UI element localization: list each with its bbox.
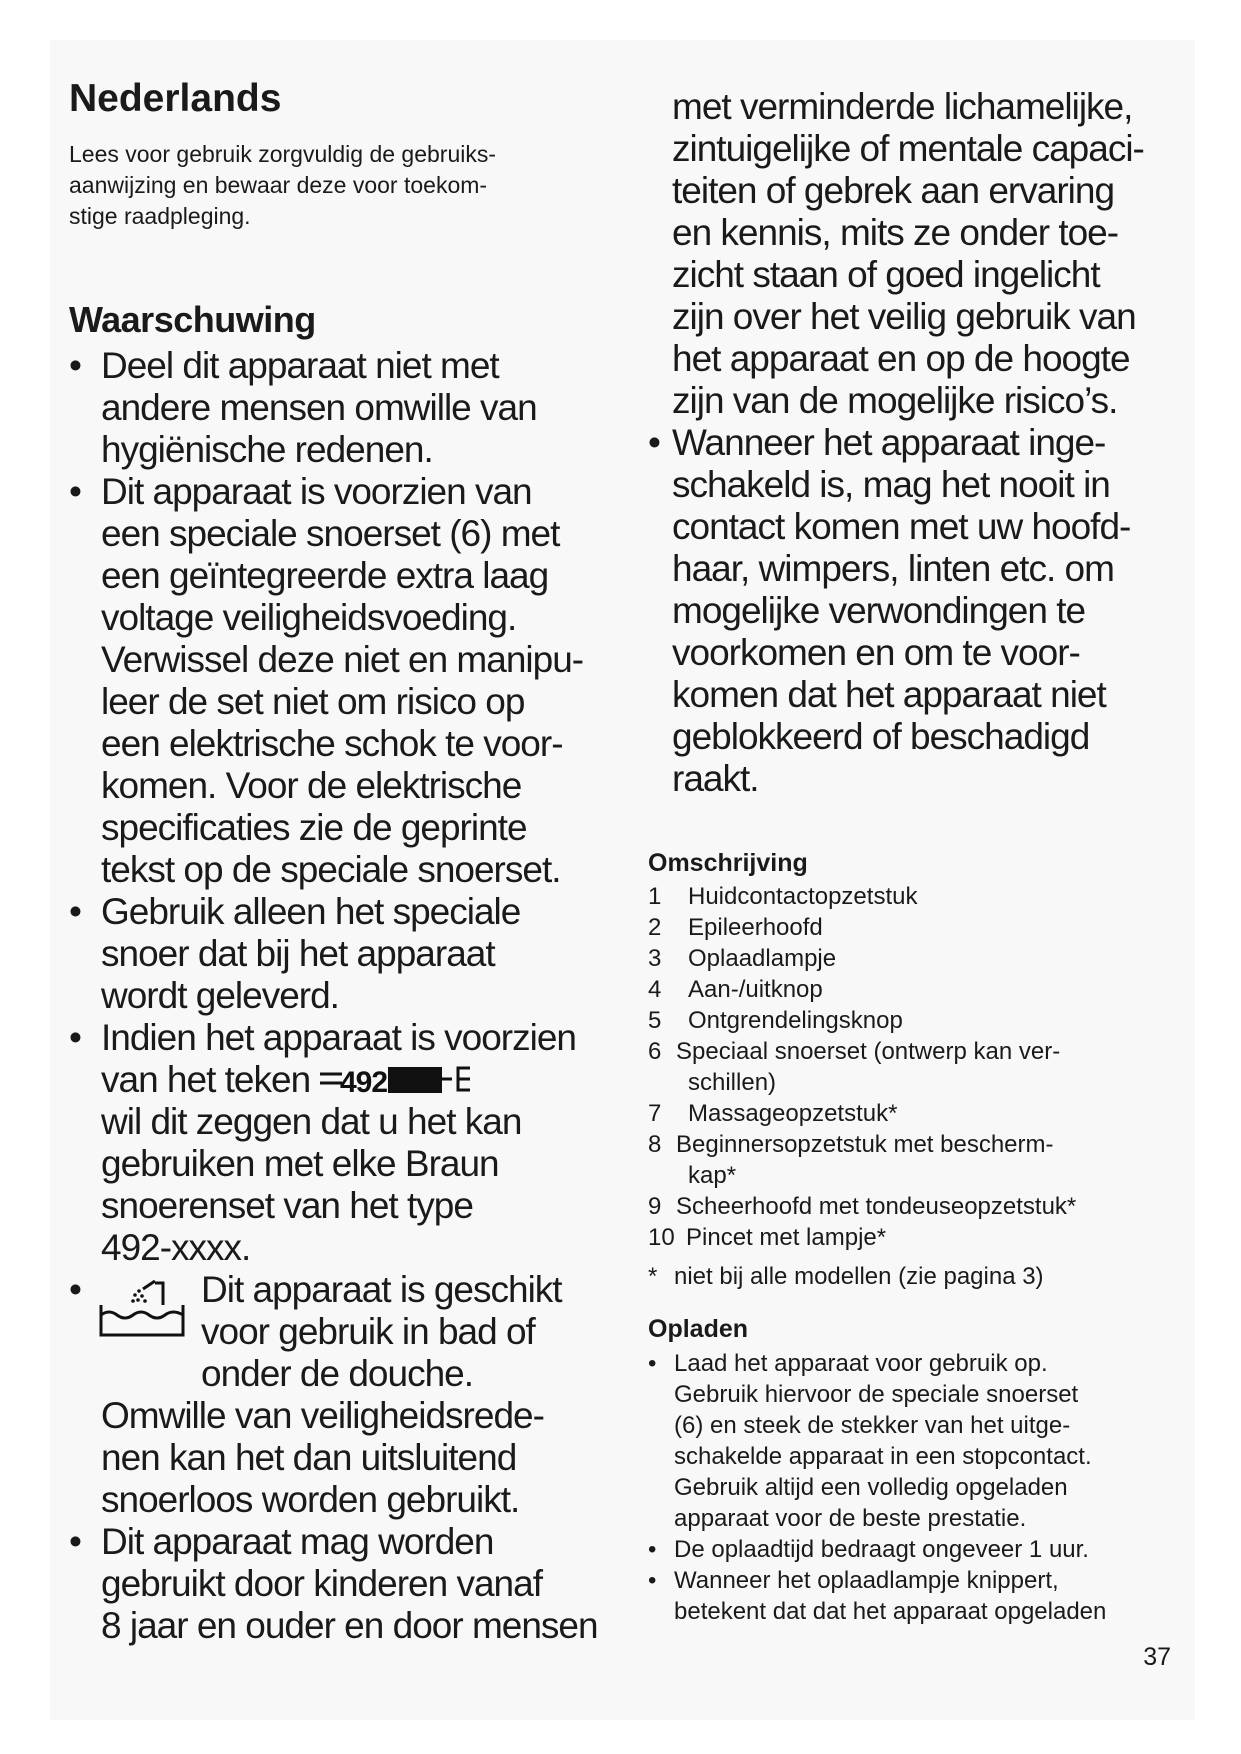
list-item: 1 Huidcontactopzetstuk bbox=[648, 883, 918, 911]
list-item: 8 Beginnersopzetstuk met bescherm- kap* bbox=[648, 1131, 1054, 1190]
bullet-icon: • bbox=[69, 891, 81, 933]
parts-list bbox=[648, 881, 1188, 1253]
bullet-icon: • bbox=[69, 1017, 81, 1059]
page-title: Nederlands bbox=[69, 77, 282, 120]
warning-item: • Dit apparaat mag worden gebruikt door kinderen vanaf 8 jaar en ouder en door mensen bbox=[69, 1521, 598, 1647]
bullet-icon: • bbox=[69, 345, 81, 387]
bullet-icon: • bbox=[69, 1521, 81, 1563]
list-item: 3 Oplaadlampje bbox=[648, 945, 837, 973]
svg-text:492: 492 bbox=[340, 1066, 388, 1097]
warning-list-continued bbox=[648, 422, 1188, 800]
footnote: * niet bij alle modellen (zie pagina 3) bbox=[648, 1263, 1044, 1291]
bullet-icon: • bbox=[648, 1566, 657, 1594]
list-item: 9 Scheerhoofd met tondeuseopzetstuk* bbox=[648, 1193, 1077, 1221]
charging-heading: Opladen bbox=[648, 1315, 749, 1344]
bath-text: Dit apparaat is geschikt voor gebruik in bad of onder de douche. bbox=[201, 1269, 562, 1395]
right-column bbox=[648, 86, 1188, 1627]
warning-item: • Deel dit apparaat niet met andere mensen omwille van hygiënische redenen. bbox=[69, 345, 537, 471]
list-item: • Laad het apparaat voor gebruik op. Gebruik hiervoor de speciale snoerset (6) en steek de stekker van het uitge- schakelde apparaat in een stopcontact. Gebruik altijd een volledig opgeladen apparaat voor de beste prestatie. bbox=[648, 1349, 1092, 1532]
list-item: 7 Massageopzetstuk* bbox=[648, 1100, 898, 1128]
list-item: 4 Aan-/uitknop bbox=[648, 976, 823, 1004]
warning-heading: Waarschuwing bbox=[69, 298, 316, 340]
list-item: 5 Ontgrendelingsknop bbox=[648, 1007, 903, 1035]
bullet-icon: • bbox=[648, 422, 660, 463]
safety-plug-icon bbox=[320, 1064, 480, 1096]
list-item: 2 Epileerhoofd bbox=[648, 914, 823, 942]
warning-item: • Dit apparaat is voorzien van een speciale snoerset (6) met een geïntegreerde extra laag voltage veiligheidsvoeding. Verwissel deze niet en manipu- leer de set niet om risico op een elektrische schok te voor- komen. Voor de elektrische specificaties zie de geprinte tekst op de speciale snoerset. bbox=[69, 471, 584, 891]
warning-item: • Indien het apparaat is voorzien van het teken 492 wil dit zeggen dat u het kan gebruiken met elke Braun snoerenset van het type 492-xxxx. bbox=[69, 1017, 577, 1269]
left-column bbox=[69, 78, 629, 1647]
bullet-icon: • bbox=[648, 1535, 657, 1563]
list-item: 10 Pincet met lampje* bbox=[648, 1224, 887, 1252]
page-number: 37 bbox=[1143, 1643, 1171, 1671]
list-item: • De oplaadtijd bedraagt ongeveer 1 uur. bbox=[648, 1535, 1089, 1563]
bath-shower-icon bbox=[97, 1277, 187, 1341]
list-item: • Wanneer het oplaadlampje knippert, betekent dat dat het apparaat opgeladen bbox=[648, 1566, 1107, 1625]
warning-item: • Gebruik alleen het speciale snoer dat bij het apparaat wordt geleverd. bbox=[69, 891, 521, 1017]
bullet-icon: • bbox=[69, 471, 81, 513]
intro-text: Lees voor gebruik zorgvuldig de gebruiks- aanwijzing en bewaar deze voor toekom- stige raadpleging. bbox=[69, 140, 497, 229]
symbol-line: van het teken 492 bbox=[101, 1059, 480, 1101]
charging-list bbox=[648, 1348, 1188, 1627]
list-item: 6 Speciaal snoerset (ontwerp kan ver- schillen) bbox=[648, 1038, 1061, 1097]
continued-text: met verminderde lichamelijke, zintuigelijke of mentale capaci- teiten of gebrek aan ervaring en kennis, mits ze onder toe- zicht staan of goed ingelicht zijn over het veilig gebruik van het apparaat en op de hoogte zijn van de mogelijke risico’s. bbox=[672, 86, 1144, 421]
bullet-icon: • bbox=[69, 1269, 81, 1311]
description-heading: Omschrijving bbox=[648, 849, 808, 877]
warning-list bbox=[69, 345, 629, 1647]
warning-item: • Wanneer het apparaat inge- schakeld is, mag het nooit in contact komen met uw hoofd- haar, wimpers, linten etc. om mogelijke verwondingen te voorkomen en om te voor- komen dat het apparaat niet geblokkeerd of beschadigd raakt. bbox=[648, 422, 1131, 799]
warning-item: • Dit apparaat is geschikt voor gebruik in bad of onder de douche. Omwille van veiligheidsrede- nen kan het dan uitsluitend snoerloos worden gebruikt. bbox=[69, 1269, 629, 1521]
bullet-icon: • bbox=[648, 1349, 657, 1377]
